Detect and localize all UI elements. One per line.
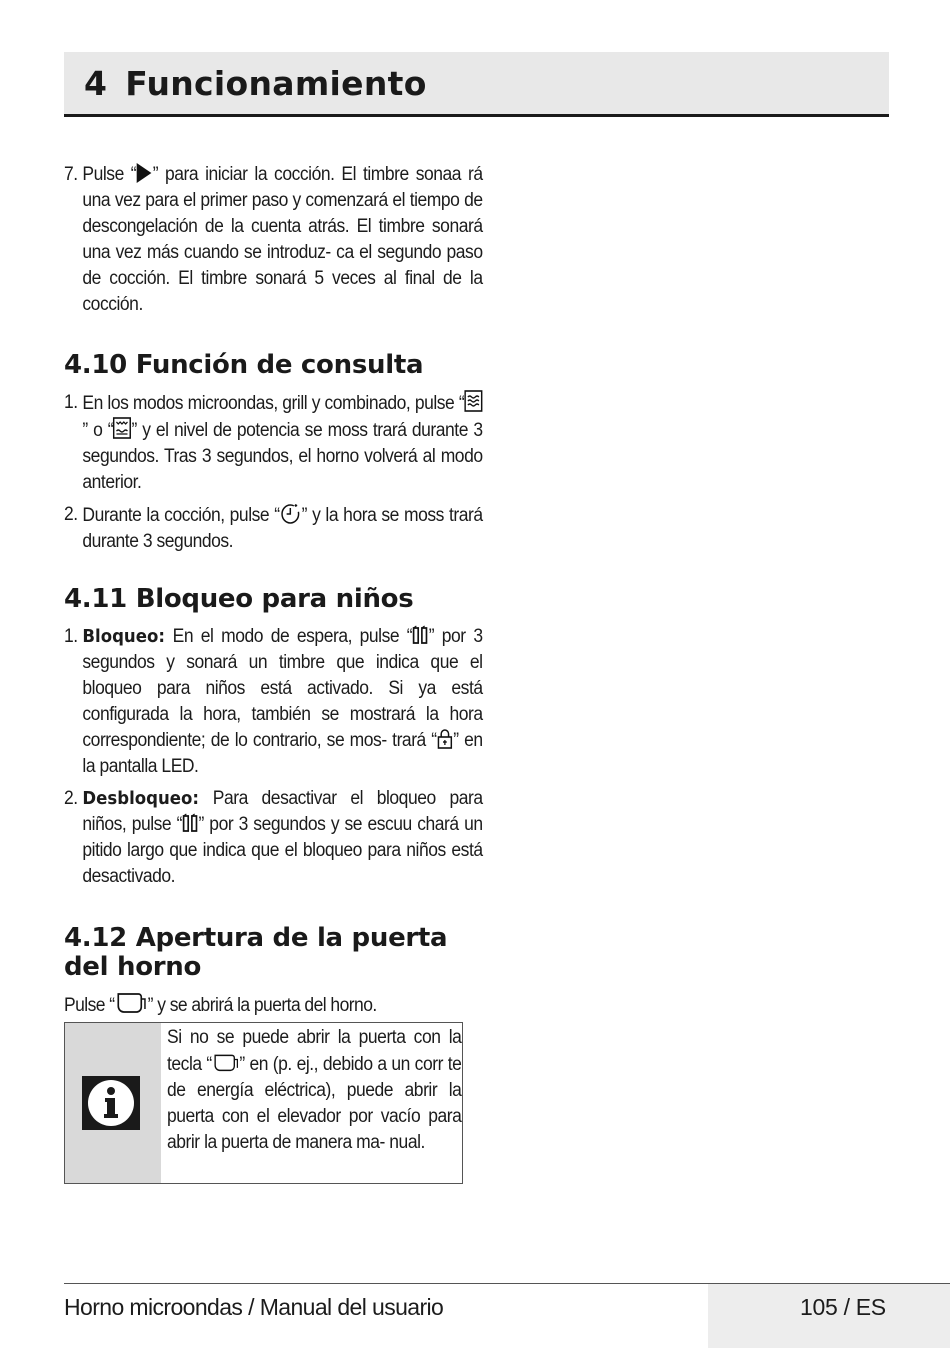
list-item: 2. Durante la cocción, pulse “ ” y la hora se moss trará durante 3 segundos.	[64, 504, 483, 552]
chapter-number: 4	[84, 64, 108, 103]
section-4-12-text	[64, 990, 484, 1019]
section-4-12	[64, 924, 484, 982]
list-item: 2. Desbloqueo: Para desactivar el bloqueo para niños, pulse “ ” por 3 segundos y se escuu chará un pitido largo que indica que el bloqueo para niños está desactivado.	[64, 788, 483, 887]
step-7: 7. Pulse “ ” para iniciar la cocción. El timbre sonaa rá una vez para el primer paso y comenzará el tiempo de descongelación de la cuenta atrás. El timbre sonará una vez más cuando se introduz- ca el segundo paso de cocción. El timbre sonará 5 veces al final de la cocción.	[64, 164, 483, 315]
grill-icon	[113, 417, 131, 439]
stop-cancel-icon	[412, 625, 429, 645]
info-note-text: Si no se puede abrir la puerta con la tecla “ ” en (p. ej., debido a un corr te de energía eléctrica), puede abrir la puerta con el elevador por vacío para abrir la puerta de manera ma- nual.	[167, 1027, 462, 1153]
list-item: 1. En los modos microondas, grill y combinado, pulse “” o “ ” y el nivel de potencia se moss trará durante 3 segundos. Tras 3 segundos, el horno volverá al modo anterior.	[64, 392, 483, 493]
section-title: 4.11 Bloqueo para niños	[64, 584, 414, 614]
section-title: 4.10 Función de consulta	[64, 350, 424, 380]
section-4-11-list	[64, 624, 483, 890]
chapter-title	[84, 64, 427, 103]
section-title: 4.12 Apertura de la puerta del horno	[64, 923, 448, 982]
chapter-title-text: Funcionamiento	[125, 64, 427, 103]
bold-label: Desbloqueo:	[82, 788, 200, 809]
step-7-block	[64, 162, 483, 318]
microwave-icon	[464, 390, 482, 412]
info-note-sidebar	[65, 1023, 161, 1183]
section-4-10-list	[64, 390, 483, 555]
info-note-box	[64, 1022, 463, 1184]
lock-icon	[437, 729, 454, 749]
list-item: 1. Bloqueo: En el modo de espera, pulse “ ” por 3 segundos y sonará un timbre que indica que el bloqueo para niños está activado. Si ya está configurada la hora, también se mostrará la hora correspondiente; de lo contrario, se mos- trará “ ” en la pantalla LED.	[64, 626, 483, 777]
stop-cancel-icon	[182, 813, 199, 833]
chapter-header	[64, 52, 889, 117]
step-number: 7.	[64, 164, 78, 185]
footer-page-number: 105 / ES	[800, 1294, 886, 1320]
footer-document-title: Horno microondas / Manual del usuario	[64, 1294, 444, 1320]
section-4-10	[64, 351, 464, 380]
info-icon	[82, 1076, 140, 1130]
clock-icon	[280, 502, 302, 524]
bold-label: Bloqueo:	[82, 626, 165, 647]
door-open-instruction: Pulse “ ” y se abrirá la puerta del horno.	[64, 990, 464, 1019]
door-open-icon	[115, 990, 148, 1014]
door-open-icon	[212, 1051, 240, 1073]
section-4-11	[64, 585, 464, 614]
play-icon	[136, 163, 153, 183]
